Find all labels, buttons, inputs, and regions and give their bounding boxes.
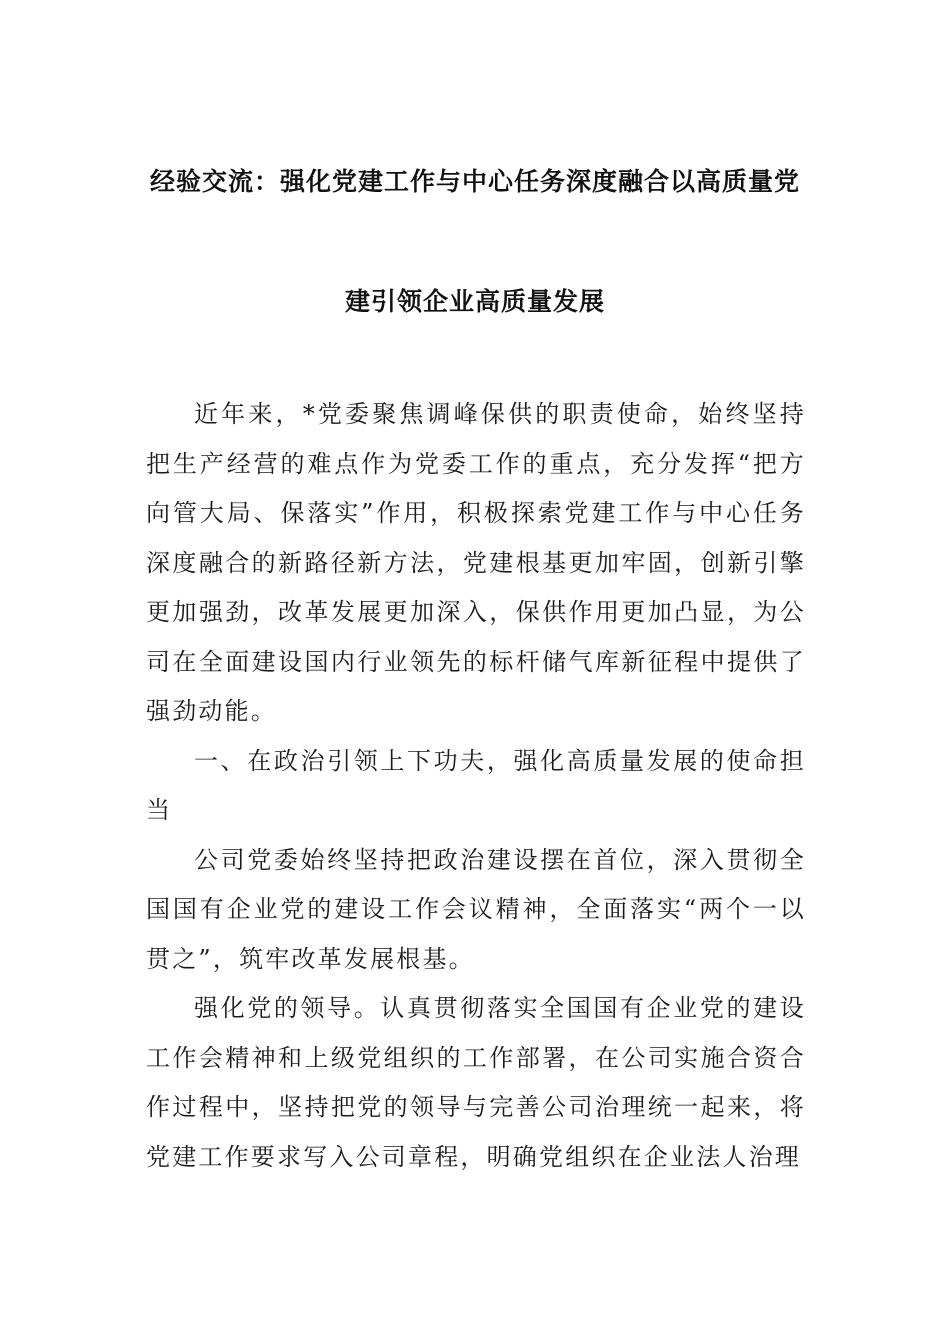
document-body: [146, 390, 806, 1182]
paragraph-section-1: 公司党委始终坚持把政治建设摆在首位，深入贯彻全国国有企业党的建设工作会议精神，全面落实“两个一以贯之”，筑牢改革发展根基。: [146, 845, 806, 973]
paragraph-party-leadership: 强化党的领导。认真贯彻落实全国国有企业党的建设工作会精神和上级党组织的工作部署，在公司实施合资合作过程中，坚持把党的领导与完善公司治理统一起来，将党建工作要求写入公司章程，明确党组织在企业法人治理: [146, 994, 806, 1171]
paragraph-intro: 近年来，*党委聚焦调峰保供的职责使命，始终坚持把生产经营的难点作为党委工作的重点，充分发挥“把方向管大局、保落实”作用，积极探索党建工作与中心任务深度融合的新路径新方法，党建根基更加牢固，创新引擎更加强劲，改革发展更加深入，保供作用更加凸显，为公司在全面建设国内行业领先的标杆储气库新征程中提供了强劲动能。: [146, 400, 806, 725]
document-title-line-1: 经验交流：强化党建工作与中心任务深度融合以高质量党: [149, 167, 800, 196]
document-title-line-2: 建引领企业高质量发展: [344, 287, 605, 316]
section-heading-1: 一、在政治引领上下功夫，强化高质量发展的使命担当: [146, 746, 806, 824]
